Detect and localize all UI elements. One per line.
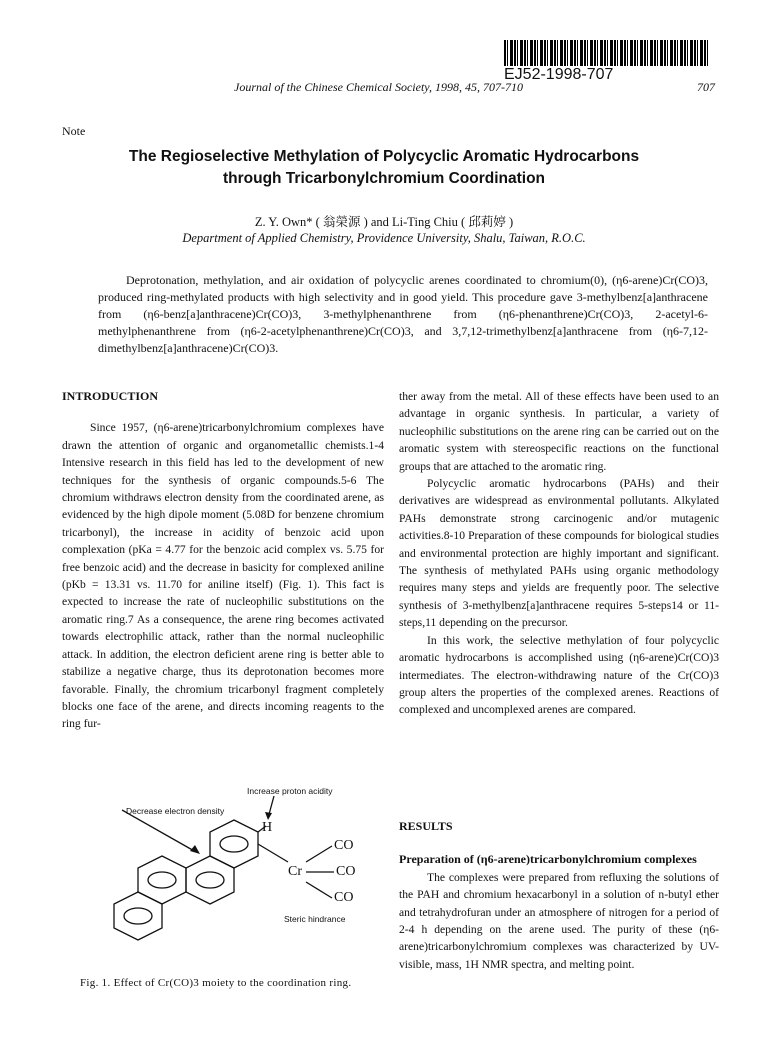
atom-chromium: Cr — [288, 864, 302, 879]
page-number: 707 — [697, 80, 715, 94]
article-type-label: Note — [62, 124, 86, 138]
authors: Z. Y. Own* ( 翁榮源 ) and Li-Ting Chiu ( 邱莉婷 ) — [254, 215, 514, 229]
carbonyl-3: CO — [334, 890, 354, 905]
abstract: Deprotonation, methylation, and air oxidation of polycyclic arenes coordinated to chromium(0), (η6-arene)Cr(CO)3, produced ring-methylated products with high selectivity and in good yield. This procedure gave 3-methylbenz[a]anthracene from (η6-benz[a]anthracene)Cr(CO)3, 3-methylphenanthrene from (η6-phenanthrene)Cr(CO)3, 2-acetyl-6-methylphenanthrene from (η6-2-acetylphenanthrene)Cr(CO)3, and 3,7,12-trimethylbenz[a]anthracene from (η6-7,12-dimethylbenz[a]anthracene)Cr(CO)3. — [98, 273, 708, 355]
results-section — [399, 818, 719, 973]
author-block — [100, 214, 668, 246]
paragraph-pahs: Polycyclic aromatic hydrocarbons (PAHs) and their derivatives are widespread as environmental pollutants. Alkylated PAHs demonstrate strong carcinogenic and/or mutagenic activities.8-10 Preparation of these compounds for biological studies and environmental protection are highly important and significant. The synthesis of methylated PAHs using organic methodology requires many steps and yields are frequently poor. The selective synthesis of 3-methylbenz[a]anthracene requires 5-steps14 or 11-steps,11 depending on the precursor. — [399, 477, 719, 630]
carbonyl-2: CO — [336, 864, 356, 879]
subheading-preparation: Preparation of (η6-arene)tricarbonylchromium complexes — [399, 852, 697, 867]
section-heading-introduction: INTRODUCTION — [62, 389, 159, 403]
paper-title: The Regioselective Methylation of Polycyclic Aromatic Hydrocarbons through Tricarbonylchromium Coordination — [128, 148, 640, 187]
label-increase-proton-acidity: Increase proton acidity — [247, 786, 333, 796]
carbonyl-1: CO — [334, 838, 354, 853]
section-heading-results: RESULTS — [399, 819, 453, 833]
intro-paragraph: Since 1957, (η6-arene)tricarbonylchromium complexes have drawn the attention of organic and organometallic chemists.1-4 Intensive research in this field has led to the development of new techniques for the synthesis of organic compounds.5-6 The chromium withdraws electron density from the coordinated arene, as evidenced by the high dipole moment (5.08D for benzene chromium tricarbonyl), the increase in acidity of benzoic acid upon complexation (pKa = 4.77 for the benzoic acid complex vs. 5.75 for free benzoic acid) and the decrease in basicity for complexed aniline (pKb = 13.31 vs. 11.70 for aniline itself) (Fig. 1). This fact is expected to increase the rate of nucleophilic substitutions on the aromatic ring.7 As a consequence, the arene ring becomes activated towards electrophilic attack, rather than the normal nucleophilic attack. In addition, the electron deficient arene ring is better able to stabilize a negative charge, thus its deprotonation becomes more favorable. Finally, the chromium tricarbonyl fragment completely blocks one face of the arene, and directs incoming reagents to the ring fur- — [62, 421, 384, 731]
right-column — [399, 388, 719, 719]
label-steric-hindrance: Steric hindrance — [284, 914, 346, 924]
atom-hydrogen: H — [262, 820, 273, 835]
results-paragraph: The complexes were prepared from refluxing the solutions of the PAH and chromium hexacarbonyl in a solution of n-butyl ether and tetrahydrofuran under an atmosphere of nitrogen for a period of 2-4 h depending on the arene used. The purity of these (η6-arene)tricarbonylchromium complexes was characterized by UV-visible, mass, 1H NMR spectra, and melting point. — [399, 870, 719, 971]
barcode — [504, 40, 710, 66]
figure-caption: Fig. 1. Effect of Cr(CO)3 moiety to the coordination ring. — [80, 977, 352, 989]
left-column — [62, 388, 384, 733]
label-decrease-electron-density: Decrease electron density — [126, 806, 225, 816]
paragraph-this-work: In this work, the selective methylation of four polycyclic aromatic hydrocarbons is accomplished using (η6-arene)Cr(CO)3 intermediates. The electron-withdrawing nature of the Cr(CO)3 group alters the properties of the complexed arenes. Reactions of complexed and uncomplexed arenes are compared. — [399, 633, 719, 717]
affiliation: Department of Applied Chemistry, Providence University, Shalu, Taiwan, R.O.C. — [182, 231, 586, 245]
paragraph-continued: ther away from the metal. All of these effects have been used to an advantage in organic synthesis. In particular, a variety of nucleophilic substitutions on the arene ring can be carried out on the aromatic system with stereospecific reactions on the functional groups that are attached to the aromatic ring. — [399, 390, 719, 473]
journal-citation: Journal of the Chinese Chemical Society, 1998, 45, 707-710 — [234, 80, 523, 94]
figure-1 — [62, 782, 384, 972]
document-code: EJ52-1998-707 — [504, 66, 614, 83]
